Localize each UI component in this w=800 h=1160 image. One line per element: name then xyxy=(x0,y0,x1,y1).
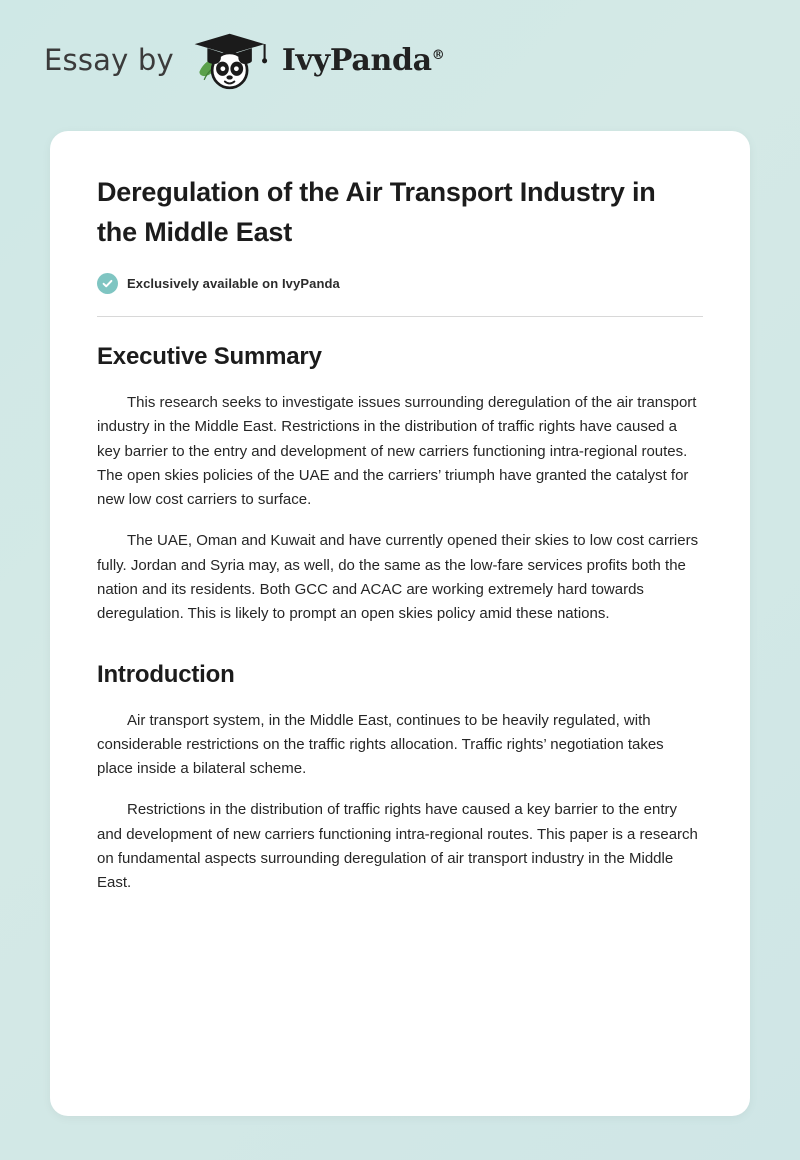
ivypanda-logo[interactable] xyxy=(188,29,445,91)
section-heading-introduction: Introduction xyxy=(97,660,235,688)
exclusivity-label: Exclusively available on IvyPanda xyxy=(127,275,340,291)
paragraph: Air transport system, in the Middle East, continues to be heavily regulated, with considerable restrictions on the traffic rights allocation. Traffic rights’ negotiation takes place inside a bilateral scheme. xyxy=(97,711,664,778)
panda-graduate-logo-icon xyxy=(188,29,282,91)
exclusivity-badge xyxy=(97,273,703,294)
essay-by-label: Essay by xyxy=(44,43,174,77)
page-title: Deregulation of the Air Transport Industry in the Middle East xyxy=(97,177,656,247)
brand-header xyxy=(0,0,800,84)
paragraph: The UAE, Oman and Kuwait and have currently opened their skies to low cost carriers fully. Jordan and Syria may, as well, do the same as the low-fare services profits both the nation and its residents. Both GCC and ACAC are working extremely hard towards deregulation. This is likely to prompt an open skies policy amid these nations. xyxy=(97,532,699,623)
document-card xyxy=(50,131,750,1116)
check-circle-icon xyxy=(97,273,118,294)
paragraph: Restrictions in the distribution of traffic rights have caused a key barrier to the entry and development of new carriers functioning intra-regional routes. This paper is a research on fundamental aspects surrounding deregulation of air transport industry in the Middle East. xyxy=(97,801,698,892)
header-divider xyxy=(97,316,703,317)
brand-name: IvyPanda® xyxy=(281,42,445,78)
registered-mark: ® xyxy=(431,47,445,63)
paragraph: This research seeks to investigate issues surrounding deregulation of the air transport industry in the Middle East. Restrictions in the distribution of traffic rights have caused a key barrier to the entry and development of new carriers functioning intra-regional routes. The open skies policies of the UAE and the carriers’ triumph have granted the catalyst for new low cost carriers to surface. xyxy=(97,393,697,509)
section-heading-executive-summary: Executive Summary xyxy=(97,342,322,370)
